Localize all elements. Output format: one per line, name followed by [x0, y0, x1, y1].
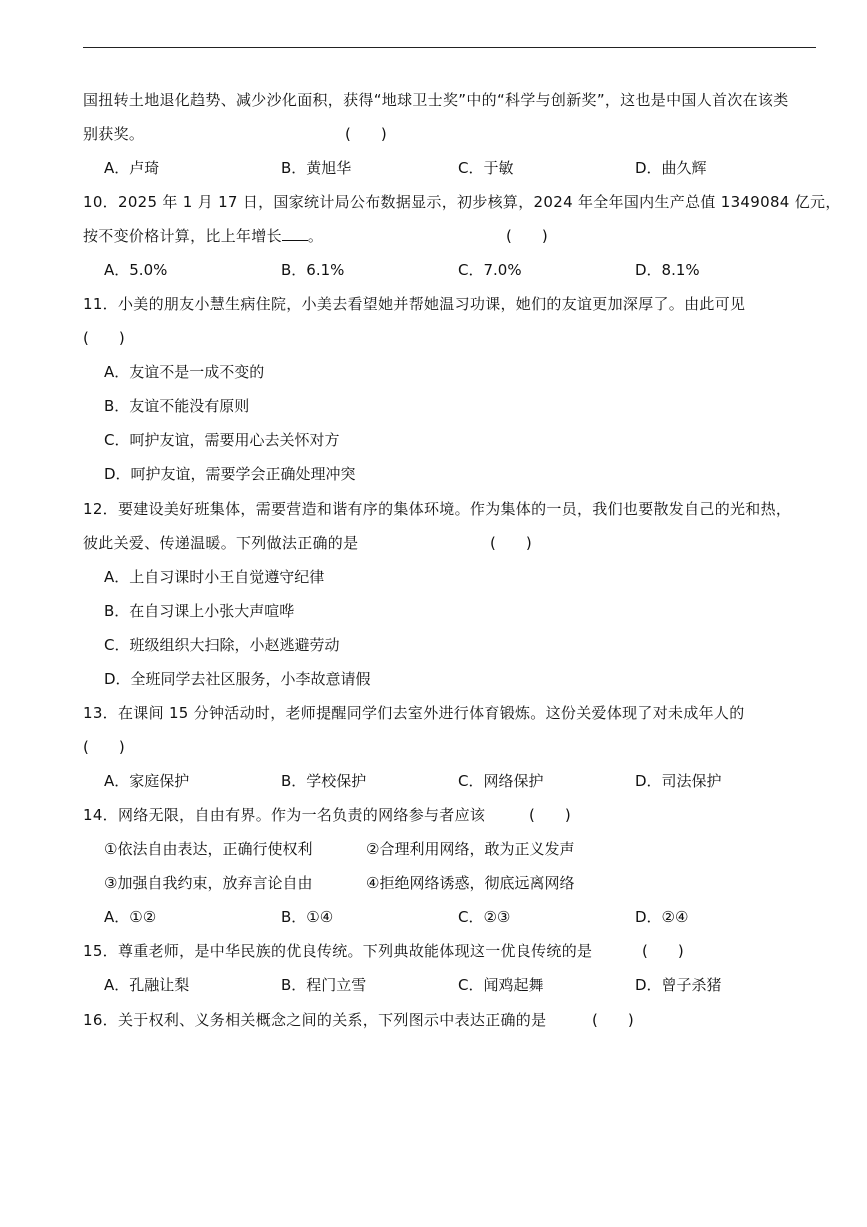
q10-option-c: C．7.0%	[458, 261, 522, 279]
q12-answer-paren: ( )	[490, 534, 532, 552]
q14-item-4: ④拒绝网络诱惑，彻底远离网络	[366, 874, 575, 892]
q12-option-b: B．在自习课上小张大声喧哗	[104, 602, 295, 620]
q10-text-post: 。	[307, 227, 324, 245]
q15-option-a: A．孔融让梨	[104, 976, 190, 994]
q13-option-c: C．网络保护	[458, 772, 544, 790]
q13-answer-paren: ( )	[83, 738, 125, 756]
q16-line-1: 16．关于权利、义务相关概念之间的关系，下列图示中表达正确的是	[83, 1011, 547, 1029]
q15-option-d: D．曾子杀猪	[635, 976, 722, 994]
q11-option-a: A．友谊不是一成不变的	[104, 363, 265, 381]
q15-line-1: 15．尊重老师，是中华民族的优良传统。下列典故能体现这一优良传统的是	[83, 942, 593, 960]
q13-option-a: A．家庭保护	[104, 772, 190, 790]
q11-line-1: 11．小美的朋友小慧生病住院，小美去看望她并帮她温习功课，她们的友谊更加深厚了。由此可见	[83, 295, 746, 313]
q14-item-1: ①依法自由表达，正确行使权利	[104, 840, 313, 858]
q13-line-1: 13．在课间 15 分钟活动时，老师提醒同学们去室外进行体育锻炼。这份关爱体现了对未成年人的	[83, 704, 745, 722]
q11-answer-paren: ( )	[83, 329, 125, 347]
q10-answer-paren: ( )	[506, 227, 548, 245]
q14-line-1: 14．网络无限，自由有界。作为一名负责的网络参与者应该	[83, 806, 486, 824]
q14-option-a: A．①②	[104, 908, 157, 926]
q10-option-d: D．8.1%	[635, 261, 700, 279]
q10-line-2	[83, 226, 323, 246]
q14-option-d: D．②④	[635, 908, 689, 926]
q9-option-d: D．曲久辉	[635, 159, 707, 177]
q11-option-c: C．呵护友谊，需要用心去关怀对方	[104, 431, 340, 449]
q10-option-b: B．6.1%	[281, 261, 345, 279]
q11-option-b: B．友谊不能没有原则	[104, 397, 250, 415]
q12-option-d: D．全班同学去社区服务，小李故意请假	[104, 670, 371, 688]
q14-item-2: ②合理利用网络，敢为正义发声	[366, 840, 575, 858]
q10-option-a: A．5.0%	[104, 261, 168, 279]
q10-line-1: 10．2025 年 1 月 17 日，国家统计局公布数据显示，初步核算，2024 年全年国内生产总值 1349084 亿元，	[83, 193, 841, 211]
q9-option-c: C．于敏	[458, 159, 514, 177]
q9-line-2	[83, 124, 144, 144]
q14-item-3: ③加强自我约束，放弃言论自由	[104, 874, 313, 892]
q9-answer-paren: ( )	[345, 125, 387, 143]
q15-option-b: B．程门立雪	[281, 976, 367, 994]
q9-line-1: 国扭转土地退化趋势、减少沙化面积，获得“地球卫士奖”中的“科学与创新奖”，这也是中国人首次在该类	[83, 91, 789, 109]
q13-option-d: D．司法保护	[635, 772, 722, 790]
q10-text-pre: 按不变价格计算，比上年增长	[83, 227, 282, 245]
q11-option-d: D．呵护友谊，需要学会正确处理冲突	[104, 465, 356, 483]
q14-option-c: C．②③	[458, 908, 511, 926]
q12-option-a: A．上自习课时小王自觉遵守纪律	[104, 568, 325, 586]
q12-line-2: 彼此关爱、传递温暖。下列做法正确的是	[83, 534, 359, 552]
q16-answer-paren: ( )	[592, 1011, 634, 1029]
header-rule	[83, 47, 816, 48]
q14-answer-paren: ( )	[529, 806, 571, 824]
q12-option-c: C．班级组织大扫除，小赵逃避劳动	[104, 636, 340, 654]
q13-option-b: B．学校保护	[281, 772, 367, 790]
q9-option-b: B．黄旭华	[281, 159, 352, 177]
q12-line-1: 12．要建设美好班集体，需要营造和谐有序的集体环境。作为集体的一员，我们也要散发自己的光和热，	[83, 500, 792, 518]
q9-option-a: A．卢琦	[104, 159, 160, 177]
q9-text: 别获奖。	[83, 125, 145, 143]
q15-option-c: C．闻鸡起舞	[458, 976, 544, 994]
q14-option-b: B．①④	[281, 908, 334, 926]
q10-fill-blank	[282, 226, 308, 241]
q15-answer-paren: ( )	[642, 942, 684, 960]
